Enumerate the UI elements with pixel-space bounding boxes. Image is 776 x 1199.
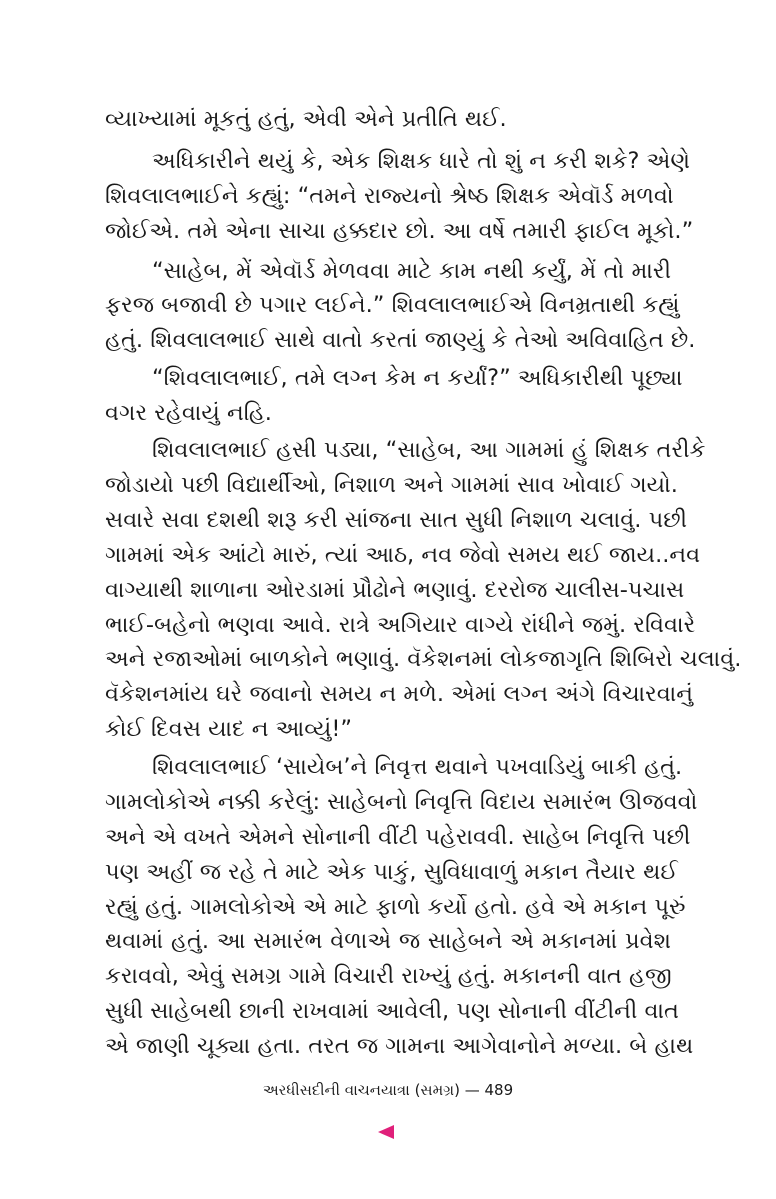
text-line: રહ્યું હતું. ગામલોકોએ એ માટે ફાળો કર્યો હતો. હવે એ મકાન પૂરું — [105, 894, 686, 920]
text-line: કરાવવો, એવું સમગ્ર ગામે વિચારી રાખ્યું હતું. મકાનની વાત હજી — [105, 963, 672, 989]
text-line: ગામમાં એક આંટો મારું, ત્યાં આઠ, નવ જેવો સમય થઈ જાય..નવ — [105, 542, 701, 568]
page-footer: અરધીસદીની વાચનયાત્રા (સમગ્ર) — 489 — [262, 1081, 514, 1099]
text-line: થવામાં હતું. આ સમારંભ વેળાએ જ સાહેબને એ મકાનમાં પ્રવેશ — [105, 928, 671, 954]
text-line: વાગ્યાથી શાળાના ઓરડામાં પ્રૌઢોને ભણાવું. દરરોજ ચાલીસ-પચાસ — [105, 577, 685, 603]
text-line: ગામલોકોએ નક્કી કરેલું: સાહેબનો નિવૃત્તિ વિદાય સમારંભ ઊજવવો — [105, 789, 698, 815]
text-line: અધિકારીને થયું કે, એક શિક્ષક ધારે તો શું ન કરી શકે? એણે — [152, 148, 691, 174]
previous-page-arrow-icon[interactable] — [378, 1125, 394, 1139]
text-line: શિવલાલભાઈ હસી પડ્યા, “સાહેબ, આ ગામમાં હું શિક્ષક તરીકે — [152, 437, 706, 463]
text-line: સવારે સવા દશથી શરૂ કરી સાંજના સાત સુધી નિશાળ ચલાવું. પછી — [105, 507, 688, 533]
text-line: કોઈ દિવસ યાદ ન આવ્યું!” — [105, 716, 353, 742]
text-line: જોઈએ. તમે એના સાચા હક્કદાર છો. આ વર્ષે તમારી ફાઈલ મૂકો.” — [105, 218, 694, 244]
text-line: અને રજાઓમાં બાળકોને ભણાવું. વૅકેશનમાં લોકજાગૃતિ શિબિરો ચલાવું. — [105, 646, 742, 672]
text-line: એ જાણી ચૂક્યા હતા. તરત જ ગામના આગેવાનોને મળ્યા. બે હાથ — [105, 1033, 694, 1059]
text-line: “સાહેબ, મેં એવૉર્ડ મેળવવા માટે કામ નથી કર્યું, મેં તો મારી — [152, 258, 671, 284]
text-line: “શિવલાલભાઈ, તમે લગ્ન કેમ ન કર્યાં?” અધિકારીથી પૂછ્યા — [152, 365, 683, 391]
text-line: ફરજ બજાવી છે પગાર લઈને.” શિવલાલભાઈએ વિનમ્રતાથી કહ્યું — [105, 292, 680, 318]
text-line: સુધી સાહેબથી છાની રાખવામાં આવેલી, પણ સોનાની વીંટીની વાત — [105, 998, 679, 1024]
text-line: વગર રહેવાયું નહિ. — [105, 400, 272, 426]
text-line: શિવલાલભાઈ ‘સાયેબ’ને નિવૃત્ત થવાને પખવાડિયું બાકી હતું. — [152, 754, 683, 780]
text-line: વ્યાખ્યામાં મૂકતું હતું, એવી એને પ્રતીતિ થઈ. — [105, 106, 507, 132]
text-line: જોડાયો પછી વિદ્યાર્થીઓ, નિશાળ અને ગામમાં સાવ ખોવાઈ ગયો. — [105, 472, 678, 498]
text-line: ભાઈ-બહેનો ભણવા આવે. રાત્રે અગિયાર વાગ્યે રાંધીને જમું. રવિવારે — [105, 612, 696, 638]
text-line: હતું. શિવલાલભાઈ સાથે વાતો કરતાં જાણ્યું કે તેઓ અવિવાહિત છે. — [105, 327, 696, 353]
text-line: પણ અહીં જ રહે તે માટે એક પાકું, સુવિધાવાળું મકાન તૈયાર થઈ — [105, 859, 678, 885]
text-line: શિવલાલભાઈને કહ્યું: “તમને રાજ્યનો શ્રેષ્ઠ શિક્ષક એવૉર્ડ મળવો — [105, 183, 674, 209]
text-line: વૅકેશનમાંય ઘરે જવાનો સમય ન મળે. એમાં લગ્ન અંગે વિચારવાનું — [105, 681, 694, 707]
text-line: અને એ વખતે એમને સોનાની વીંટી પહેરાવવી. સાહેબ નિવૃત્તિ પછી — [105, 824, 691, 850]
